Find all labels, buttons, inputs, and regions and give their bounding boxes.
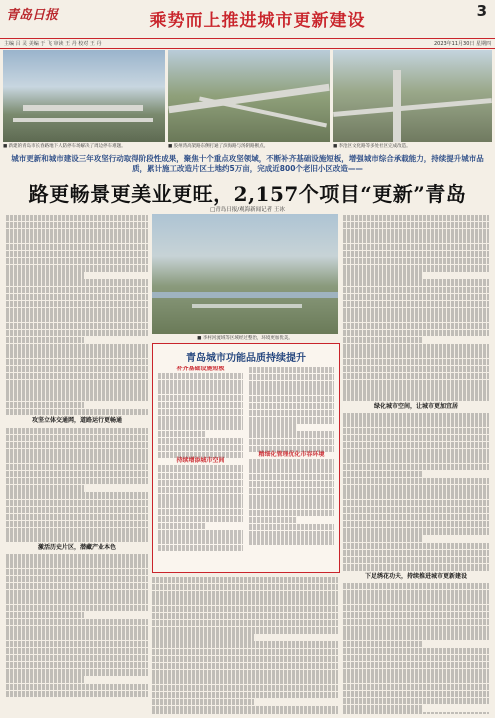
text-line (343, 244, 489, 250)
text-line (343, 308, 489, 314)
text-line (249, 446, 334, 452)
publish-date: 2023年11月30日 星期四 (433, 41, 491, 47)
text-line (343, 236, 489, 242)
text-line (343, 521, 489, 527)
text-line (343, 619, 489, 625)
text-line (6, 279, 148, 285)
text-line (343, 605, 489, 611)
text-line (249, 396, 334, 402)
text-line (158, 473, 243, 479)
text-line (152, 699, 254, 705)
text-line (152, 613, 338, 619)
text-line (152, 584, 338, 590)
text-line (343, 294, 489, 300)
filler-text (343, 583, 489, 714)
text-line (158, 387, 243, 393)
text-line (343, 612, 489, 618)
text-line (343, 323, 489, 329)
text-line (158, 431, 205, 437)
text-line (152, 598, 338, 604)
photo-caption-2: ■ 胶州湾高架路东侧打通了滨海路与汤阴路断点。 (168, 144, 269, 149)
text-line (343, 301, 489, 307)
text-line (343, 222, 489, 228)
text-line (158, 509, 243, 515)
text-line (6, 514, 148, 520)
text-line (343, 492, 489, 498)
text-line (249, 531, 334, 537)
text-line (343, 435, 489, 441)
photo-parking (3, 50, 165, 142)
center-photo-caption: ■ 李村河流域等区域经过整治，环境更加优美。 (197, 336, 293, 341)
text-line (343, 590, 489, 596)
text-line (6, 344, 148, 350)
text-line (343, 557, 489, 563)
text-line (343, 669, 489, 675)
text-line (152, 620, 338, 626)
text-line (6, 428, 148, 434)
filler-text (343, 215, 489, 401)
text-line (6, 251, 148, 257)
text-line (6, 669, 148, 675)
text-line (158, 537, 243, 543)
info-box-sub-management: 精细化管理优化市容环境 (258, 451, 325, 459)
text-line (6, 528, 148, 534)
text-line (343, 344, 489, 350)
text-line (6, 569, 148, 575)
paper-logo: 青岛日报 (6, 8, 59, 23)
text-line (343, 251, 489, 257)
text-line (6, 301, 148, 307)
text-line (6, 351, 148, 357)
text-line (6, 222, 148, 228)
text-line (343, 597, 489, 603)
photo-strip (3, 50, 492, 150)
text-line (343, 394, 489, 400)
text-line (343, 373, 489, 379)
text-line (152, 677, 338, 683)
text-line (152, 663, 338, 669)
text-line (6, 449, 148, 455)
text-line (158, 501, 243, 507)
text-line (343, 456, 489, 462)
text-line (6, 641, 148, 647)
text-line (152, 634, 254, 640)
filler-text (249, 367, 334, 452)
info-box-sub-infra: 补齐基础设施短板 (176, 366, 225, 372)
text-line (249, 510, 334, 516)
text-line (6, 330, 148, 336)
text-line (158, 380, 243, 386)
text-line (343, 442, 489, 448)
text-line (343, 662, 489, 668)
text-line (343, 698, 489, 704)
subhead-embroidery: 下足绣花功夫，持续推进城市更新建设 (364, 572, 467, 580)
text-line (6, 576, 148, 582)
text-line (6, 684, 148, 690)
subhead-history: 激活历史片区，潜藏产业本色 (37, 543, 116, 551)
photo-caption-3: ■ 李沧区文化路等多处社区完成改造。 (333, 144, 411, 149)
photo-community (333, 50, 492, 142)
article-byline: □青岛日报/观海新闻记者 王冰 (210, 207, 285, 213)
text-line (158, 452, 243, 458)
text-line (249, 388, 334, 394)
text-line (158, 465, 243, 471)
text-line (343, 330, 489, 336)
info-box-title: 青岛城市功能品质持续提升 (186, 353, 306, 364)
text-line (6, 655, 148, 661)
editor-credits: 主编 吕 灵 美编 于 飞 审读 王 丹 校对 王 丹 (4, 41, 102, 47)
text-line (152, 627, 338, 633)
text-line (6, 535, 148, 541)
text-line (6, 409, 148, 415)
text-line (152, 706, 338, 712)
filler-text (6, 554, 148, 697)
text-line (152, 656, 338, 662)
text-line (152, 641, 338, 647)
text-line (343, 229, 489, 235)
text-line (343, 337, 423, 343)
text-line (6, 554, 148, 560)
text-line (343, 279, 489, 285)
text-line (343, 543, 489, 549)
info-box (152, 343, 340, 573)
text-line (343, 633, 489, 639)
filler-text (158, 373, 243, 458)
filler-text (152, 577, 338, 714)
text-line (6, 626, 148, 632)
text-column-center-bottom (152, 576, 338, 714)
text-line (6, 394, 148, 400)
text-line (6, 236, 148, 242)
subhead-greening: 绿化城市空间，让城市更加宜居 (373, 402, 458, 410)
text-line (343, 413, 489, 419)
text-line (249, 524, 334, 530)
text-line (152, 685, 338, 691)
text-line (343, 641, 423, 647)
text-line (343, 449, 489, 455)
text-line (249, 439, 334, 445)
text-line (6, 597, 148, 603)
text-line (6, 605, 148, 611)
text-line (343, 648, 489, 654)
text-line (343, 380, 489, 386)
text-line (343, 535, 423, 541)
text-line (6, 359, 148, 365)
text-line (343, 471, 423, 477)
text-line (249, 466, 334, 472)
text-line (6, 265, 148, 271)
text-line (343, 712, 489, 714)
text-line (158, 516, 243, 522)
text-line (343, 215, 489, 221)
text-line (6, 366, 148, 372)
text-line (6, 337, 84, 343)
text-line (343, 500, 489, 506)
text-line (6, 308, 148, 314)
info-box-sub-space: 持续增添城市空间 (176, 457, 225, 465)
text-line (343, 684, 489, 690)
filler-text (249, 459, 334, 544)
text-line (343, 366, 489, 372)
text-line (6, 402, 84, 408)
text-line (343, 315, 489, 321)
text-line (249, 517, 296, 523)
text-line (6, 478, 148, 484)
text-line (158, 480, 243, 486)
text-line (343, 287, 489, 293)
text-line (343, 550, 489, 556)
text-line (343, 514, 489, 520)
text-column-1 (6, 214, 148, 714)
text-line (6, 244, 148, 250)
text-line (249, 403, 334, 409)
text-line (158, 494, 243, 500)
text-line (249, 410, 334, 416)
text-line (343, 507, 489, 513)
info-box-col-left (158, 366, 243, 566)
text-column-3 (343, 214, 489, 714)
text-line (343, 485, 489, 491)
text-line (343, 258, 489, 264)
page-meta (0, 38, 495, 49)
text-line (6, 583, 148, 589)
text-line (6, 258, 148, 264)
text-line (6, 500, 148, 506)
info-box-col-right (249, 366, 334, 566)
text-line (6, 633, 148, 639)
text-line (6, 676, 84, 682)
text-line (158, 409, 243, 415)
text-line (249, 538, 334, 544)
text-line (343, 626, 489, 632)
text-line (6, 464, 148, 470)
text-line (158, 523, 205, 529)
text-line (158, 416, 243, 422)
article-deck: 城市更新和城市建设三年攻坚行动取得阶段性成果，聚焦十个重点攻坚领域，不断补齐基础设施短板，增强城市综合承载能力，持续提升城市品质，累计施工改造片区土地约5万亩，完成近800个老旧小区改造—— (11, 154, 484, 173)
text-line (6, 294, 148, 300)
text-line (249, 495, 334, 501)
text-line (158, 438, 243, 444)
text-line (343, 478, 489, 484)
text-line (6, 612, 84, 618)
text-line (343, 583, 489, 589)
text-line (6, 373, 148, 379)
text-line (343, 564, 489, 570)
text-line (6, 648, 148, 654)
text-line (158, 530, 243, 536)
text-line (158, 402, 243, 408)
text-line (6, 485, 84, 491)
text-line (343, 528, 489, 534)
text-line (6, 561, 148, 567)
text-line (6, 380, 148, 386)
page-number: 3 (476, 2, 487, 20)
photo-viaduct (168, 50, 330, 142)
text-line (6, 272, 84, 278)
text-line (152, 713, 338, 714)
text-line (249, 381, 334, 387)
center-photo (152, 214, 338, 334)
text-line (6, 215, 148, 221)
filler-text (343, 413, 489, 570)
filler-text (6, 428, 148, 542)
text-line (6, 662, 148, 668)
text-line (249, 431, 334, 437)
text-line (158, 545, 243, 551)
text-line (158, 373, 243, 379)
text-line (343, 420, 489, 426)
text-line (6, 456, 148, 462)
text-line (6, 619, 148, 625)
text-line (152, 649, 338, 655)
filler-text (6, 215, 148, 415)
text-line (343, 265, 489, 271)
masthead (0, 0, 495, 36)
subhead-transport: 攻坚立体交通网，道路运行更畅通 (31, 417, 122, 425)
text-line (6, 387, 148, 393)
text-line (152, 591, 338, 597)
text-line (343, 272, 423, 278)
text-line (6, 287, 148, 293)
photo-caption-1: ■ 新建的青岛市长春路地下人防停车场解决了周边停车难题。 (3, 144, 126, 149)
text-line (158, 395, 243, 401)
text-line (249, 459, 334, 465)
text-line (6, 507, 148, 513)
text-line (158, 487, 243, 493)
text-line (152, 577, 338, 583)
filler-text (158, 465, 243, 550)
text-line (343, 359, 489, 365)
text-line (6, 521, 148, 527)
text-line (343, 655, 489, 661)
text-line (6, 435, 148, 441)
text-line (6, 590, 148, 596)
text-line (6, 442, 148, 448)
text-line (6, 229, 148, 235)
section-banner (70, 6, 445, 31)
text-line (6, 471, 148, 477)
text-line (152, 670, 338, 676)
text-line (343, 428, 489, 434)
text-line (6, 323, 148, 329)
text-line (152, 606, 338, 612)
text-line (343, 351, 489, 357)
section-title: 乘势而上推进城市更新建设 (149, 11, 366, 31)
text-line (249, 481, 334, 487)
text-line (6, 315, 148, 321)
text-line (249, 367, 334, 373)
text-line (343, 691, 489, 697)
text-line (249, 374, 334, 380)
text-line (249, 488, 334, 494)
text-line (249, 417, 334, 423)
text-line (343, 676, 489, 682)
article-headline: 路更畅景更美业更旺，2,157个项目“更新”青岛 (28, 182, 467, 206)
text-line (343, 387, 489, 393)
text-line (343, 464, 489, 470)
text-line (249, 502, 334, 508)
text-line (343, 705, 423, 711)
text-line (152, 692, 338, 698)
text-line (158, 423, 243, 429)
text-line (249, 424, 296, 430)
text-line (249, 474, 334, 480)
text-line (6, 691, 148, 697)
text-line (158, 445, 243, 451)
text-line (6, 492, 148, 498)
